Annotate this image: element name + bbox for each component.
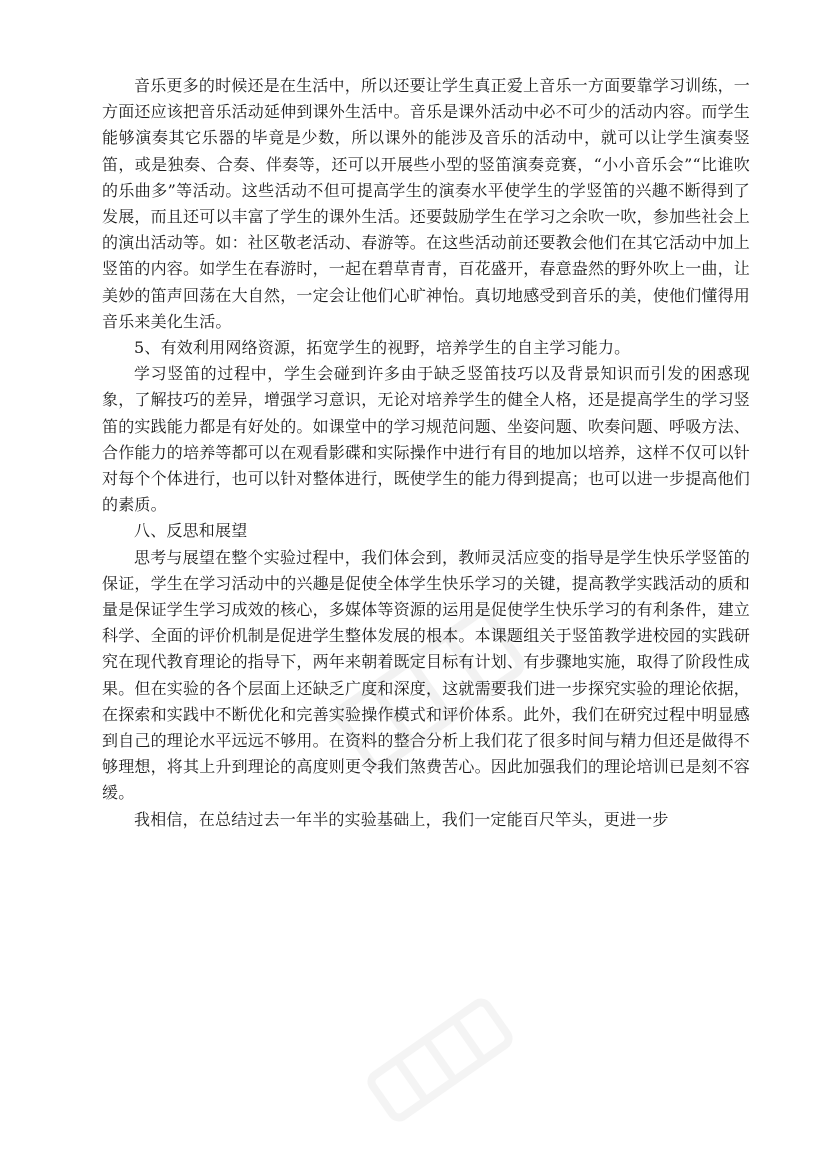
document-body bbox=[102, 73, 750, 833]
watermark-icon-secondary bbox=[340, 960, 540, 1160]
section-heading-reflection: 八、反思和展望 bbox=[134, 521, 248, 541]
paragraph-learning-process: 学习竖笛的过程中，学生会碰到许多由于缺乏竖笛技巧以及背景知识而引发的困惑现象，了解技巧的差异，增强学习意识，无论对培养学生的健全人格，还是提高学生的学习竖笛的实践能力都是有好处的。如课堂中的学习规范问题、坐姿问题、吹奏问题、呼吸方法、合作能力的培养等都可以在观看影碟和实际操作中进行有目的地加以培养，这样不仅可以针对每个个体进行，也可以针对整体进行，既使学生的能力得到提高；也可以进一步提高他们的素质。 bbox=[102, 364, 751, 515]
paragraph-conclusion: 我相信，在总结过去一年半的实验基础上，我们一定能百尺竿头，更进一步 bbox=[134, 809, 669, 829]
paragraph-music-life: 音乐更多的时候还是在生活中，所以还要让学生真正爱上音乐一方面要靠学习训练，一方面还应该把音乐活动延伸到课外生活中。音乐是课外活动中必不可少的活动内容。而学生能够演奏其它乐器的毕竟是少数，所以课外的能涉及音乐的活动中，就可以让学生演奏竖笛，或是独奏、合奏、伴奏等，还可以开展些小型的竖笛演奏竞赛，“小小音乐会”“比谁吹的乐曲多”等活动。这些活动不但可提高学生的演奏水平使学生的学竖笛的兴趣不断得到了发展，而且还可以丰富了学生的课外生活。还要鼓励学生在学习之余吹一吹，参加些社会上的演出活动等。如：社区敬老活动、春游等。在这些活动前还要教会他们在其它活动中加上竖笛的内容。如学生在春游时，一起在碧草青青，百花盛开，春意盎然的野外吹上一曲，让美妙的笛声回荡在大自然，一定会让他们心旷神怡。真切地感受到音乐的美，使他们懂得用音乐来美化生活。 bbox=[102, 76, 751, 331]
paragraph-reflection-outlook: 思考与展望在整个实验过程中，我们体会到，教师灵活应变的指导是学生快乐学竖笛的保证，学生在学习活动中的兴趣是促使全体学生快乐学习的关键，提高教学实践活动的质和量是保证学生学习成效的核心，多媒体等资源的运用是促使学生快乐学习的有利条件，建立科学、全面的评价机制是促进学生整体发展的根本。本课题组关于竖笛教学进校园的实践研究在现代教育理论的指导下，两年来朝着既定目标有计划、有步骤地实施，取得了阶段性成果。但在实验的各个层面上还缺乏广度和深度，这就需要我们进一步探究实验的理论依据，在探索和实践中不断优化和完善实验操作模式和评价体系。此外，我们在研究过程中明显感到自己的理论水平远远不够用。在资料的整合分析上我们花了很多时间与精力但还是做得不够理想，将其上升到理论的高度则更令我们煞费苦心。因此加强我们的理论培训已是刻不容缓。 bbox=[102, 547, 751, 803]
paragraph-network-resources-heading: 5、有效利用网络资源，拓宽学生的视野，培养学生的自主学习能力。 bbox=[134, 338, 631, 358]
